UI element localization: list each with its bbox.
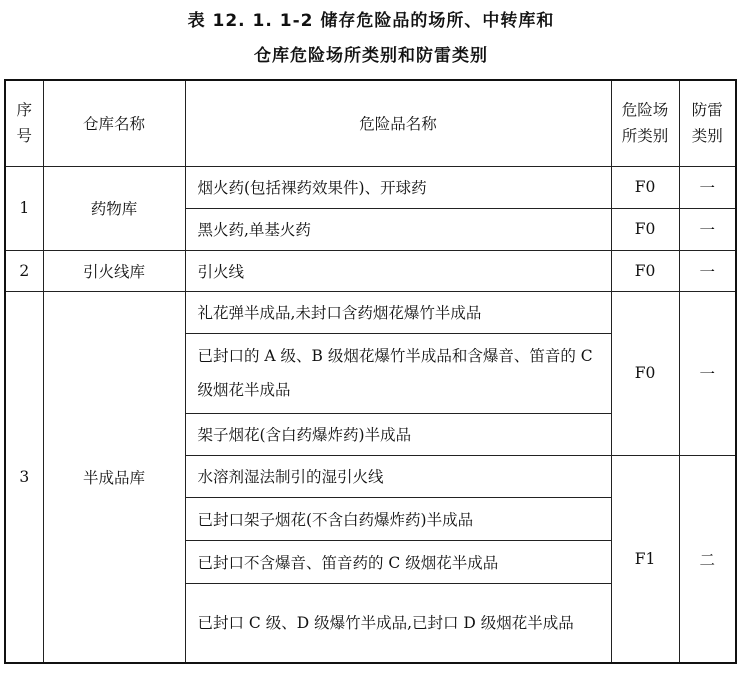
header-warehouse: 仓库名称 — [43, 80, 185, 166]
hazard-cell: F0 — [611, 208, 679, 250]
hazard-cell: F0 — [611, 291, 679, 455]
seq-cell: 1 — [5, 166, 43, 250]
warehouse-cell: 半成品库 — [43, 291, 185, 663]
item-cell: 架子烟花(含白药爆炸药)半成品 — [185, 413, 611, 455]
table-title-line-2: 仓库危险场所类别和防雷类别 — [254, 46, 488, 66]
hazard-cell: F0 — [611, 250, 679, 291]
lightning-cell: 一 — [679, 291, 736, 455]
hazard-classification-table — [4, 79, 737, 664]
header-seq: 序号 — [5, 80, 43, 166]
header-item: 危险品名称 — [185, 80, 611, 166]
warehouse-cell: 引火线库 — [43, 250, 185, 291]
warehouse-cell: 药物库 — [43, 166, 185, 250]
lightning-cell: 一 — [679, 166, 736, 208]
lightning-cell: 一 — [679, 250, 736, 291]
header-hazard-class: 危险场所类别 — [611, 80, 679, 166]
lightning-cell: 二 — [679, 455, 736, 663]
item-cell: 礼花弹半成品,未封口含药烟花爆竹半成品 — [185, 291, 611, 333]
table-row — [5, 250, 736, 291]
table-row — [5, 291, 736, 333]
hazard-cell: F0 — [611, 166, 679, 208]
seq-cell: 2 — [5, 250, 43, 291]
item-cell: 已封口不含爆音、笛音药的 C 级烟花半成品 — [185, 540, 611, 583]
item-cell: 已封口架子烟花(不含白药爆炸药)半成品 — [185, 497, 611, 540]
item-cell: 烟火药(包括裸药效果件)、开球药 — [185, 166, 611, 208]
table-row — [5, 166, 736, 208]
header-lightning-class: 防雷类别 — [679, 80, 736, 166]
item-cell: 已封口的 A 级、B 级烟花爆竹半成品和含爆音、笛音的 C 级烟花半成品 — [185, 333, 611, 413]
table-title-line-1: 表 12. 1. 1-2 储存危险品的场所、中转库和 — [187, 11, 555, 31]
table-header-row — [5, 80, 736, 166]
item-cell: 黑火药,单基火药 — [185, 208, 611, 250]
item-cell: 水溶剂湿法制引的湿引火线 — [185, 455, 611, 497]
item-cell: 已封口 C 级、D 级爆竹半成品,已封口 D 级烟花半成品 — [185, 583, 611, 663]
lightning-cell: 一 — [679, 208, 736, 250]
hazard-cell: F1 — [611, 455, 679, 663]
seq-cell: 3 — [5, 291, 43, 663]
item-cell: 引火线 — [185, 250, 611, 291]
